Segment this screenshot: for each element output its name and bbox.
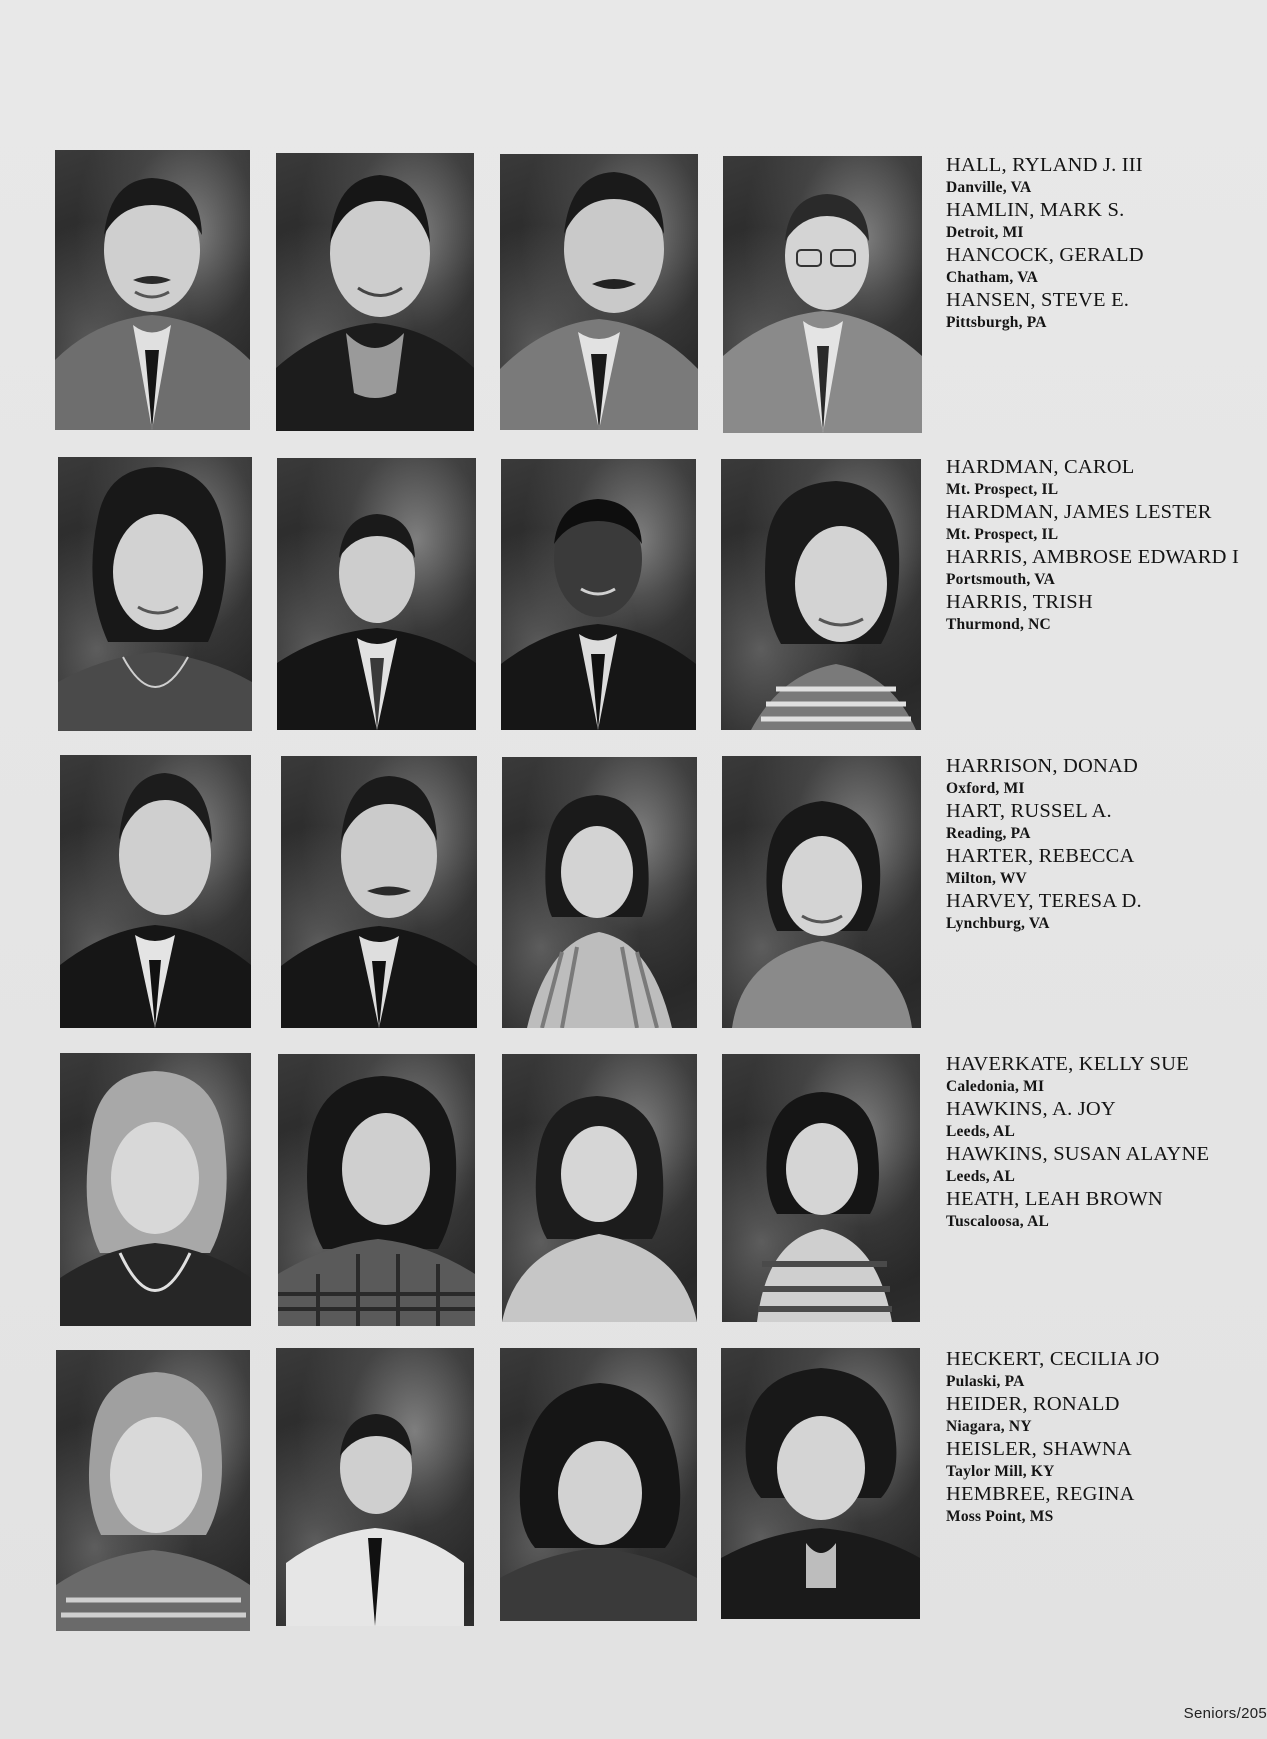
portrait-figure — [721, 459, 921, 730]
student-name: HEMBREE, REGINA — [946, 1483, 1135, 1505]
names-caption — [946, 154, 1267, 334]
student-name: HART, RUSSEL A. — [946, 800, 1112, 822]
page-folio: Seniors/205 — [1183, 1705, 1267, 1722]
student-name: HEISLER, SHAWNA — [946, 1438, 1132, 1460]
name-entry — [946, 244, 1267, 289]
student-name: HEATH, LEAH BROWN — [946, 1188, 1163, 1210]
hometown: Leeds, AL — [946, 1168, 1015, 1185]
portrait-figure — [502, 757, 697, 1028]
name-entry — [946, 289, 1267, 334]
portrait-figure — [60, 755, 251, 1028]
hometown: Taylor Mill, KY — [946, 1463, 1055, 1480]
name-entry — [946, 1348, 1267, 1393]
names-caption — [946, 1053, 1267, 1233]
portrait-figure — [502, 1054, 697, 1322]
portrait-figure — [500, 154, 698, 430]
name-entry — [946, 1188, 1267, 1233]
student-name: HARDMAN, JAMES LESTER — [946, 501, 1212, 523]
portrait-photo — [721, 459, 921, 730]
portrait-photo — [722, 756, 921, 1028]
name-entry — [946, 591, 1267, 636]
portrait-row — [0, 1053, 1267, 1333]
student-name: HAMLIN, MARK S. — [946, 199, 1125, 221]
portrait-photo — [276, 153, 474, 431]
name-entry — [946, 1483, 1267, 1528]
portrait-figure — [277, 458, 476, 730]
portrait-figure — [281, 756, 477, 1028]
name-entry — [946, 800, 1267, 845]
name-entry — [946, 755, 1267, 800]
name-entry — [946, 501, 1267, 546]
hometown: Niagara, NY — [946, 1418, 1032, 1435]
student-name: HECKERT, CECILIA JO — [946, 1348, 1160, 1370]
name-entry — [946, 1143, 1267, 1188]
name-entry — [946, 890, 1267, 935]
student-name: HARVEY, TERESA D. — [946, 890, 1142, 912]
hometown: Chatham, VA — [946, 269, 1039, 286]
hometown: Mt. Prospect, IL — [946, 481, 1059, 498]
portrait-row — [0, 456, 1267, 736]
portrait-figure — [276, 153, 474, 431]
hometown: Detroit, MI — [946, 224, 1024, 241]
portrait-figure — [58, 457, 252, 731]
name-entry — [946, 1053, 1267, 1098]
hometown: Portsmouth, VA — [946, 571, 1056, 588]
portrait-figure — [721, 1348, 920, 1619]
hometown: Leeds, AL — [946, 1123, 1015, 1140]
portrait-row — [0, 1348, 1267, 1628]
hometown: Oxford, MI — [946, 780, 1025, 797]
hometown: Milton, WV — [946, 870, 1027, 887]
name-entry — [946, 1438, 1267, 1483]
portrait-figure — [723, 156, 922, 433]
student-name: HAVERKATE, KELLY SUE — [946, 1053, 1189, 1075]
portrait-photo — [501, 459, 696, 730]
name-entry — [946, 154, 1267, 199]
hometown: Thurmond, NC — [946, 616, 1051, 633]
hometown: Moss Point, MS — [946, 1508, 1054, 1525]
portrait-photo — [58, 457, 252, 731]
student-name: HARRIS, TRISH — [946, 591, 1093, 613]
name-entry — [946, 199, 1267, 244]
student-name: HARDMAN, CAROL — [946, 456, 1135, 478]
student-name: HARTER, REBECCA — [946, 845, 1135, 867]
portrait-photo — [276, 1348, 474, 1626]
portrait-figure — [500, 1348, 697, 1621]
student-name: HALL, RYLAND J. III — [946, 154, 1143, 176]
portrait-figure — [56, 1350, 250, 1631]
portrait-figure — [722, 1054, 920, 1322]
portrait-figure — [55, 150, 250, 430]
student-name: HAWKINS, SUSAN ALAYNE — [946, 1143, 1210, 1165]
portrait-figure — [501, 459, 696, 730]
portrait-photo — [277, 458, 476, 730]
names-caption — [946, 755, 1267, 935]
hometown: Caledonia, MI — [946, 1078, 1045, 1095]
hometown: Mt. Prospect, IL — [946, 526, 1059, 543]
portrait-photo — [721, 1348, 920, 1619]
hometown: Danville, VA — [946, 179, 1032, 196]
student-name: HEIDER, RONALD — [946, 1393, 1120, 1415]
portrait-photo — [500, 154, 698, 430]
portrait-photo — [722, 1054, 920, 1322]
name-entry — [946, 1098, 1267, 1143]
portrait-photo — [500, 1348, 697, 1621]
student-name: HANCOCK, GERALD — [946, 244, 1144, 266]
portrait-photo — [55, 150, 250, 430]
portrait-photo — [502, 757, 697, 1028]
student-name: HARRIS, AMBROSE EDWARD I — [946, 546, 1239, 568]
name-entry — [946, 845, 1267, 890]
portrait-photo — [60, 1053, 251, 1326]
names-caption — [946, 1348, 1267, 1528]
portrait-row — [0, 755, 1267, 1035]
hometown: Reading, PA — [946, 825, 1031, 842]
hometown: Lynchburg, VA — [946, 915, 1050, 932]
portrait-photo — [60, 755, 251, 1028]
portrait-figure — [722, 756, 921, 1028]
portrait-figure — [276, 1348, 474, 1626]
portrait-figure — [278, 1054, 475, 1326]
hometown: Pulaski, PA — [946, 1373, 1025, 1390]
name-entry — [946, 456, 1267, 501]
name-entry — [946, 1393, 1267, 1438]
portrait-figure — [60, 1053, 251, 1326]
hometown: Tuscaloosa, AL — [946, 1213, 1050, 1230]
portrait-row — [0, 150, 1267, 430]
portrait-photo — [278, 1054, 475, 1326]
portrait-photo — [502, 1054, 697, 1322]
names-caption — [946, 456, 1267, 636]
student-name: HARRISON, DONAD — [946, 755, 1139, 777]
portrait-photo — [281, 756, 477, 1028]
name-entry — [946, 546, 1267, 591]
portrait-photo — [56, 1350, 250, 1631]
portrait-photo — [723, 156, 922, 433]
hometown: Pittsburgh, PA — [946, 314, 1047, 331]
student-name: HANSEN, STEVE E. — [946, 289, 1130, 311]
student-name: HAWKINS, A. JOY — [946, 1098, 1116, 1120]
